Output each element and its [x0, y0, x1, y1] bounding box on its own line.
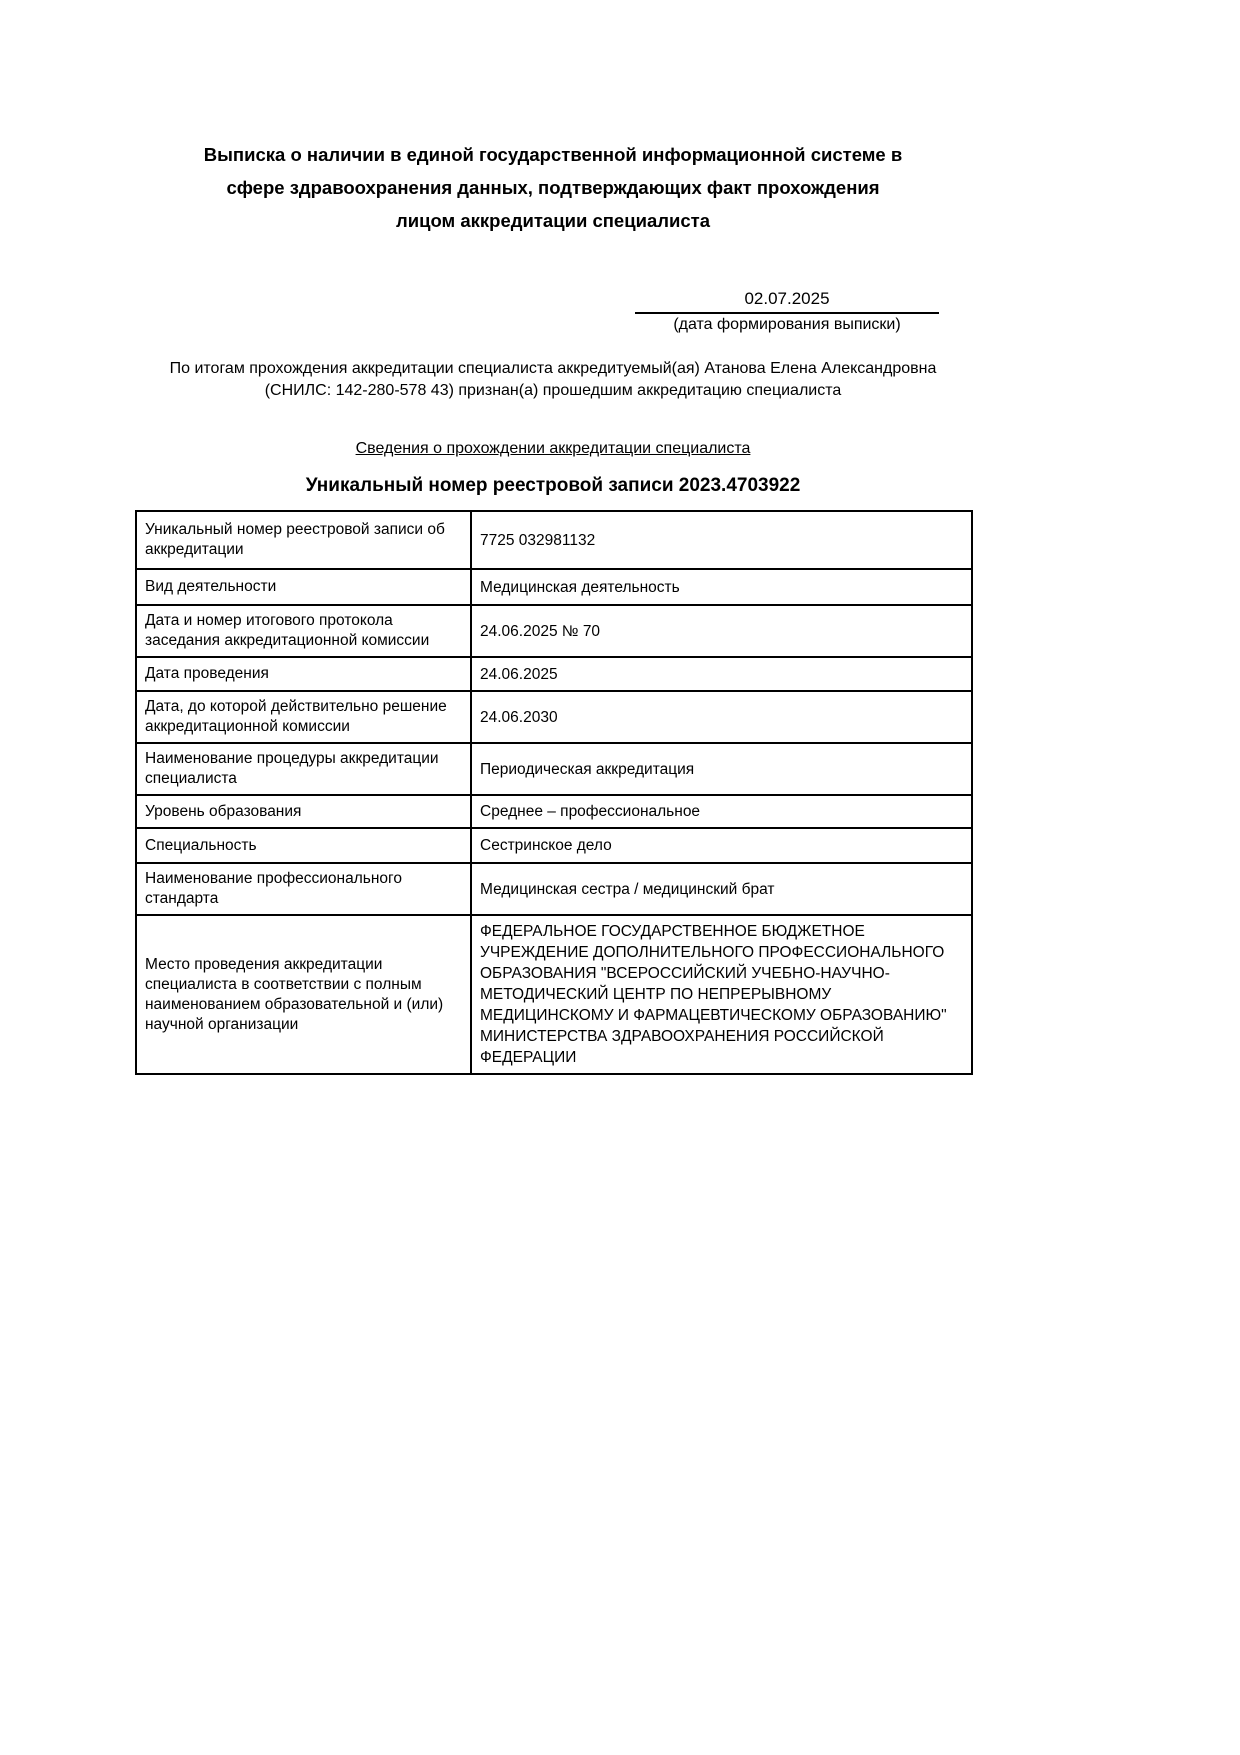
row-value: ФЕДЕРАЛЬНОЕ ГОСУДАРСТВЕННОЕ БЮДЖЕТНОЕ УЧРЕЖДЕНИЕ ДОПОЛНИТЕЛЬНОГО ПРОФЕССИОНАЛЬНОГО ОБРАЗОВАНИЯ "ВСЕРОССИЙСКИЙ УЧЕБНО-НАУЧНО-МЕТОДИЧЕСКИЙ ЦЕНТР ПО НЕПРЕРЫВНОМУ МЕДИЦИНСКОМУ И ФАРМАЦЕВТИЧЕСКОМУ ОБРАЗОВАНИЮ" МИНИСТЕРСТВА ЗДРАВООХРАНЕНИЯ РОССИЙСКОЙ ФЕДЕРАЦИИ [471, 915, 972, 1074]
issue-date-caption: (дата формирования выписки) [673, 316, 901, 333]
document-content [135, 138, 971, 1075]
table-row [136, 863, 972, 915]
row-label: Дата, до которой действительно решение аккредитационной комиссии [136, 691, 471, 743]
row-label: Наименование профессионального стандарта [136, 863, 471, 915]
row-value: 24.06.2025 [471, 657, 972, 691]
row-label: Уровень образования [136, 795, 471, 828]
record-number-heading: Уникальный номер реестровой записи 2023.4703922 [305, 475, 801, 496]
row-label: Место проведения аккредитации специалиста в соответствии с полным наименованием образовательной и (или) научной организации [136, 915, 471, 1074]
row-label: Дата проведения [136, 657, 471, 691]
row-label: Специальность [136, 828, 471, 863]
intro-paragraph: По итогам прохождения аккредитации специалиста аккредитуемый(ая) Атанова Елена Александровна (СНИЛС: 142-280-578 43) признан(а) прошедшим аккредитацию специалиста [169, 360, 937, 399]
row-value: Среднее – профессиональное [471, 795, 972, 828]
table-row [136, 691, 972, 743]
row-value: 24.06.2030 [471, 691, 972, 743]
row-value: Медицинская деятельность [471, 569, 972, 605]
row-label: Вид деятельности [136, 569, 471, 605]
accreditation-table [135, 510, 973, 1075]
row-value: Сестринское дело [471, 828, 972, 863]
row-label: Уникальный номер реестровой записи об аккредитации [136, 511, 471, 569]
row-value: 7725 032981132 [471, 511, 972, 569]
row-value: 24.06.2025 № 70 [471, 605, 972, 657]
table-row [136, 743, 972, 795]
table-row [136, 605, 972, 657]
table-row [136, 915, 972, 1074]
table-row [136, 795, 972, 828]
table-row [136, 657, 972, 691]
table-row [136, 569, 972, 605]
row-value: Медицинская сестра / медицинский брат [471, 863, 972, 915]
issue-date-value: 02.07.2025 [635, 289, 939, 314]
table-row [136, 511, 972, 569]
row-label: Дата и номер итогового протокола заседания аккредитационной комиссии [136, 605, 471, 657]
row-label: Наименование процедуры аккредитации специалиста [136, 743, 471, 795]
table-row [136, 828, 972, 863]
row-value: Периодическая аккредитация [471, 743, 972, 795]
page-title: Выписка о наличии в единой государственной информационной системе в сфере здравоохранения данных, подтверждающих факт прохождения лицом аккредитации специалиста [203, 144, 903, 231]
accreditation-table-body [136, 511, 972, 1074]
issue-date-block [635, 289, 939, 334]
section-heading: Сведения о прохождении аккредитации специалиста [355, 440, 751, 457]
